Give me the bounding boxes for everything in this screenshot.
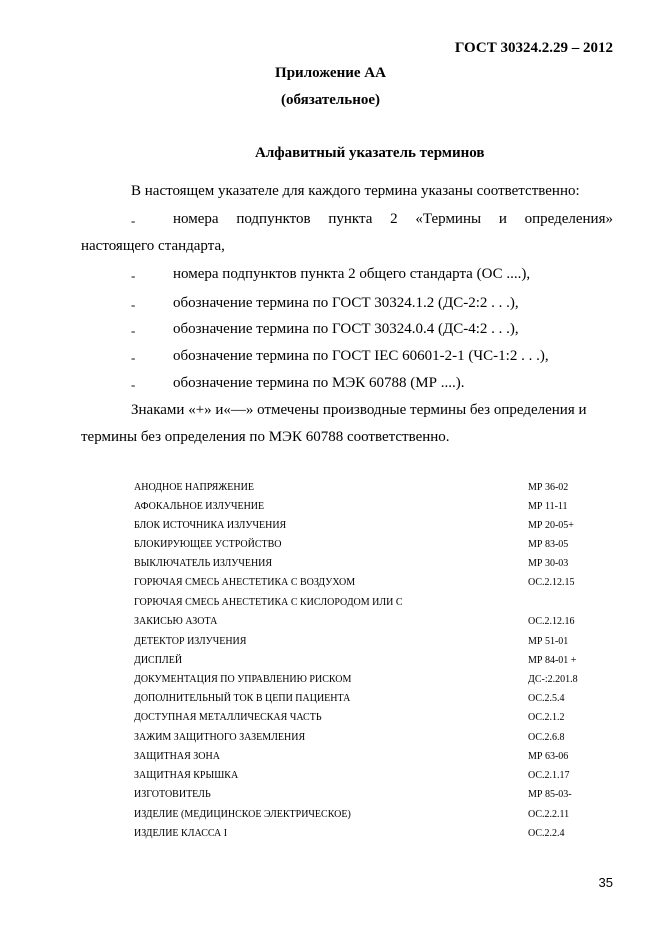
list-item-1-continuation: настоящего стандарта, — [81, 238, 225, 254]
term-name: БЛОК ИСТОЧНИКА ИЗЛУЧЕНИЯ — [134, 520, 287, 531]
list-dash: - — [131, 268, 136, 283]
list-dash: - — [131, 350, 136, 365]
term-name: ГОРЮЧАЯ СМЕСЬ АНЕСТЕТИКА С ВОЗДУХОМ — [134, 577, 356, 588]
term-name: ЗАКИСЬЮ АЗОТА — [134, 616, 218, 627]
list-dash: - — [131, 297, 136, 312]
list-item-4: обозначение термина по ГОСТ 30324.0.4 (ДС-4:2 . . .), — [173, 321, 519, 337]
note-paragraph-line-1: Знаками «+» и«—» отмечены производные термины без определения и — [131, 402, 587, 418]
term-name: АФОКАЛЬНОЕ ИЗЛУЧЕНИЕ — [134, 501, 265, 512]
list-item-1-word: и — [498, 211, 507, 227]
term-reference: МР 30-03 — [528, 558, 569, 569]
term-reference: ОС.2.12.16 — [528, 616, 575, 627]
annex-subtitle: (обязательное) — [280, 92, 381, 108]
list-item-1-word: «Термины — [415, 211, 482, 227]
list-dash: - — [131, 323, 136, 338]
term-reference: ОС.2.2.4 — [528, 828, 565, 839]
term-reference: МР 11-11 — [528, 501, 568, 512]
list-dash: - — [131, 377, 136, 392]
document-header-standard: ГОСТ 30324.2.29 – 2012 — [454, 40, 613, 56]
term-name: ЗАЩИТНАЯ КРЫШКА — [134, 770, 239, 781]
term-reference: ОС.2.1.17 — [528, 770, 570, 781]
list-item-1-word: пункта — [328, 211, 373, 227]
list-item-5: обозначение термина по ГОСТ IEC 60601-2-1 (ЧС-1:2 . . .), — [173, 348, 549, 364]
term-reference: ОС.2.12.15 — [528, 577, 575, 588]
term-reference: МР 36-02 — [528, 482, 569, 493]
term-reference: МР 85-03- — [528, 789, 572, 800]
term-name: БЛОКИРУЮЩЕЕ УСТРОЙСТВО — [134, 539, 282, 550]
page-number: 35 — [598, 875, 613, 890]
term-reference: ОС.2.5.4 — [528, 693, 565, 704]
term-reference: ОС.2.2.11 — [528, 809, 570, 820]
list-item-3: обозначение термина по ГОСТ 30324.1.2 (ДС-2:2 . . .), — [173, 295, 519, 311]
index-title: Алфавитный указатель терминов — [255, 145, 485, 161]
list-item-2: номера подпунктов пункта 2 общего стандарта (ОС ....), — [173, 266, 531, 282]
intro-paragraph: В настоящем указателе для каждого термина указаны соответственно: — [131, 183, 580, 199]
term-name: ДИСПЛЕЙ — [134, 655, 183, 666]
term-name: ИЗДЕЛИЕ (МЕДИЦИНСКОЕ ЭЛЕКТРИЧЕСКОЕ) — [134, 809, 351, 820]
annex-title: Приложение АА — [275, 65, 386, 81]
note-paragraph-line-2: термины без определения по МЭК 60788 соответственно. — [81, 429, 450, 445]
term-name: ИЗГОТОВИТЕЛЬ — [134, 789, 211, 800]
term-reference: МР 51-01 — [528, 636, 569, 647]
term-name: ДОКУМЕНТАЦИЯ ПО УПРАВЛЕНИЮ РИСКОМ — [134, 674, 352, 685]
term-reference: ОС.2.1.2 — [528, 712, 565, 723]
term-name: ДЕТЕКТОР ИЗЛУЧЕНИЯ — [134, 636, 247, 647]
list-item-6: обозначение термина по МЭК 60788 (МР ....). — [173, 375, 465, 391]
term-name: ЗАЖИМ ЗАЩИТНОГО ЗАЗЕМЛЕНИЯ — [134, 732, 306, 743]
list-item-1-word: определения» — [524, 211, 613, 227]
term-name: ДОСТУПНАЯ МЕТАЛЛИЧЕСКАЯ ЧАСТЬ — [134, 712, 322, 723]
term-reference: ДС-:2.201.8 — [528, 674, 578, 685]
list-item-1-word: подпунктов — [236, 211, 311, 227]
term-name: ВЫКЛЮЧАТЕЛЬ ИЗЛУЧЕНИЯ — [134, 558, 273, 569]
term-reference: ОС.2.6.8 — [528, 732, 565, 743]
list-item-1-word: номера — [173, 211, 219, 227]
term-reference: МР 20-05+ — [528, 520, 574, 531]
term-name: ЗАЩИТНАЯ ЗОНА — [134, 751, 220, 762]
list-item-1-word: 2 — [390, 211, 398, 227]
term-reference: МР 63-06 — [528, 751, 569, 762]
term-name: ГОРЮЧАЯ СМЕСЬ АНЕСТЕТИКА С КИСЛОРОДОМ ИЛИ С — [134, 597, 403, 608]
list-item-1 — [173, 211, 613, 228]
term-reference: МР 84-01 + — [528, 655, 577, 666]
term-name: ДОПОЛНИТЕЛЬНЫЙ ТОК В ЦЕПИ ПАЦИЕНТА — [134, 693, 351, 704]
list-dash: - — [131, 213, 136, 228]
term-name: ИЗДЕЛИЕ КЛАССА I — [134, 828, 228, 839]
term-reference: МР 83-05 — [528, 539, 569, 550]
term-name: АНОДНОЕ НАПРЯЖЕНИЕ — [134, 482, 254, 493]
